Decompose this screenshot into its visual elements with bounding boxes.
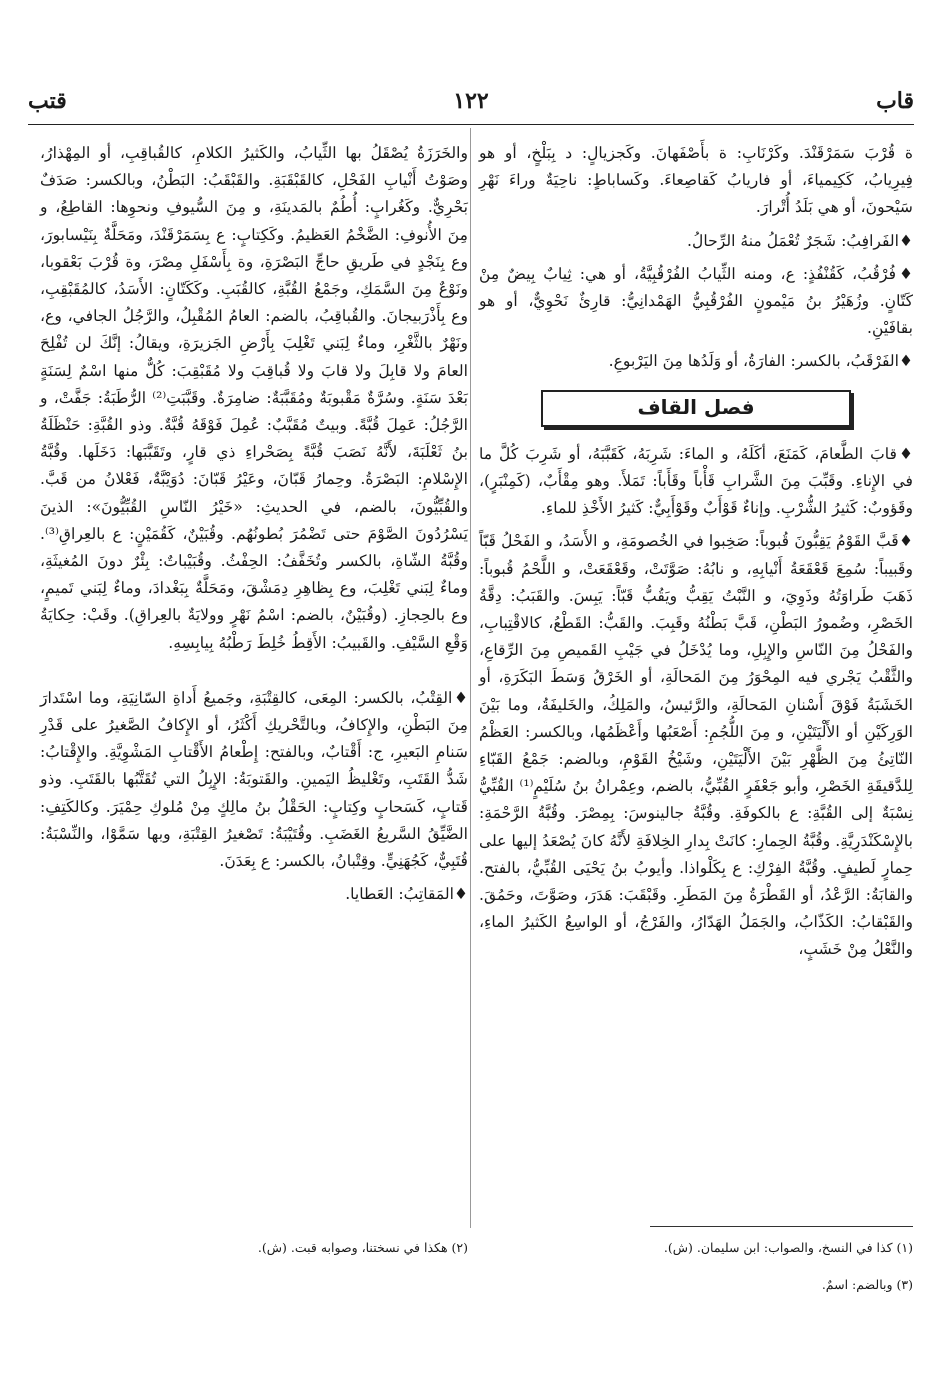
entry-paragraph: ♦المَقاتِبُ: العَطايا.: [345, 885, 468, 904]
entry-paragraph: ة قُرْبَ سَمَرْقَنْدَ. وكَرْنَابِ: ة بأَصْفَهانَ. وكَجزيالٍ: د بِبَلْخٍ، أو هو فِيرِيابُ، كَكِيمياءَ، أو فاريابُ كَقاصِعاءَ. وكَساباطٍ: ناحِيَةٌ وراءَ نَهْرِ سَيْحونَ، أو هي بَلَدُ أُتْرارَ.: [479, 144, 913, 217]
footnote-1: (١) كذا في النسخ، والصواب: ابن سليمان. (ش).: [663, 1240, 913, 1255]
column-separator: [470, 128, 471, 1228]
entry-paragraph: ♦القِتْبُ، بالكسر: المِعَى، كالقِتْبَةِ، وجَميعُ أَداةِ السّانِيَةِ، وما اسْتَدارَ مِنَ البَطْنِ، والإِكافُ، وبالتَّحْريكِ أَكْثَرُ، أو الإِكافُ الصَّغيرُ على قَدْرِ سَنامِ البَعيرِ، ج: أَقْتابٌ، وبالفتح: إِطْعامُ الأَقْتابِ المَشْوِيَّةِ. والإِقْتابُ: شَدُّ القَتَبِ، وتَغْليظُ اليَمينِ. والقَتوبَةُ: الإِبِلُ التي تُقَتَّبُها بالقَتَبِ. وذو قَتابٍ، كَسَحابٍ وكِتابٍ: الحَقْلُ بنُ مالِكٍ مِنْ مُلوكِ حِمْيَرَ. وكالكَتِفِ: الضَّيِّقُ السَّريعُ الغَضَبِ. وقُتَيْبَةُ: تَصْغيرُ القِتْبَةِ، وبها سَمَّوْا، والنِّسْبَةُ: قُتَبِيٌّ، كَجُهَنِيٍّ. وقِتْبانُ، بالكسر: ع بِعَدَنَ.: [40, 688, 468, 871]
running-head-left: قتب: [28, 88, 67, 114]
page-number: ١٢٢: [453, 88, 489, 114]
entry-paragraph: ♦فُرْقُبُ، كَقُنْفُذٍ: ع، ومنه الثِّيابُ الفُرْقُبِيَّةُ، أو هي: ثِيابٌ بِيضٌ مِنْ كَتّانٍ. وزُهَيْرُ بنُ مَيْمونٍ الفُرْقُبِيُّ الهَمْدانِيُّ: قارِئٌ نَحْوِيٌّ، أو هو بقافَيْنِ.: [479, 264, 913, 338]
entry-gap: [40, 663, 468, 685]
running-head-right: قاب: [876, 88, 914, 114]
entry-paragraph: والخَرَزَةُ يُصْقَلُ بها الثِّيابُ، والكَثيرُ الكلامِ، كالقُباقِبِ، أو المِهْذارُ، وصَوْتُ أَنْيابِ الفَحْلِ، كالقَبْقَبَةِ. والقَبْقَبُ: البَطْنُ، وبالكسر: صَدَفٌ بَحْرِيٌّ. وكَغُرابٍ: أُطُمٌ بالمَدينَةِ، و مِنَ السُّيوفِ ونحوِها: القاطِعُ، و مِنَ الأُنوفِ: الضَّخْمُ العَظيمُ. وكَكِتابٍ: ع بِسَمَرْقَنْدَ، ومَحَلَّةٌ بِنَيْسابورَ، وع بِنَجْدٍ في طَريقِ حاجِّ البَصْرَةِ، وة بِأَسْفَلِ مِصْرَ، وة قُرْبَ بَعْقوبا، ونَوْعٌ مِنَ السَّمَكِ، وجَمْعُ القُبَّةِ، كالقُبَبِ. وكَكَتّانٍ: الأَسَدُ، كالمُقَبْقِبِ، وع بِأَذْرَبيجانَ. والقُباقِبُ، بالضم: العامُ المُقْبِلُ، والرَّجُلُ الجافي، وع، ونَهْرٌ بالثَّغْرِ، وماءٌ لِبَني تَغْلِبَ بِأَرْضِ الجَزيرَةِ، ويقالُ: إنَّكَ لن تُفْلِحَ العامَ ولا قابِلَ ولا قابَ ولا قُباقِبَ ولا مُقَبْقِبَ: كُلٌّ منها اسْمٌ لِسَنَةٍ بَعْدَ سَنَةٍ. وسُرَّةٌ مَقْبوبَةٌ ومُقَبَّبَةٌ: ضامِرَةٌ. وقَبَّبَتِ⁽²⁾ الرُّطَبَةُ: جَفَّتْ، و الرَّجُلُ: عَمِلَ قُبَّةً. وبيتٌ مُقَبَّبٌ: عُمِلَ فَوْقَهُ قُبَّةٌ. وذو القُبَّةِ: حَنْظَلَةُ بنُ ثَعْلَبَةَ، لأَنَّهُ نَصَبَ قُبَّةً بِصَحْراءِ ذي قارٍ، وتَقَبَّبَها: دَخَلَها. وقُبَّةُ الإِسْلامِ: البَصْرَةُ. وحِمارُ قَبّانَ، وعَيْرُ قَبّانَ: دُوَيْبَّةٌ، فَعْلانُ من قَبَّ. والقُبِّيُّونَ، بالضم، في الحديثِ: «خَيْرُ النّاسِ القُبِّيُّونَ»: الذينَ يَسْرُدُونَ الصَّوْمَ حتى تَضْمُرَ بُطونُهُم. وقُبَيْنٌ، كَقُمَيْنٍ: ع بالعِراقِ⁽³⁾. وقُبَّةُ الشّاةِ، بالكسر وتُخَفَّفُ: الحِفْثُ. وقُبَيْباتٌ: بِئْرٌ دونَ المُغيثَةِ، وماءٌ لِبَني تَغْلِبَ، وع بِظاهِرِ دِمَشْقَ، ومَحَلَّةٌ بِبَغْدادَ، وماءٌ لِبَني تَميمٍ، وع بالحِجازِ. (وقُبَيْنٌ، بالضم: اسْمُ نَهْرٍ وولايَةٌ بالعِراقِ). وقَبْ: حِكايَةُ وَقْعِ السَّيْفِ. والقَبيبُ: الأَقِطُ خُلِطَ رَطْبُهُ بِيابِسِهِ.: [40, 144, 468, 652]
page-header: [28, 88, 914, 122]
footnote-rule: [650, 1226, 913, 1227]
entry-paragraph: ♦قَبَّ القَوْمُ يَقِبُّونَ قُبوباً: صَخِبوا في الخُصومَةِ، و الأَسَدُ، و الفَحْلُ قَبّاً وقَبيباً: سُمِعَ قَعْقَعَةُ أَنْيابِهِ، و نابُهُ: صَوَّتَتْ، وقَعْقَعَتْ، و اللَّحْمُ قُبوباً: ذَهَبَ طَراوَتُهُ وذَوِيَ، و النَّبْتُ يَقِبُّ ويَقُبُّ قَبّاً: يَبِسَ. والقَبَبُ: دِقَّةُ الخَصْرِ، وضُمورُ البَطْنِ، قَبَّ بَطْنُهُ وقَبِبَ. والقَبُّ: القَطْعُ، كالاقْتِبابِ، والفَحْلُ مِنَ النّاسِ والإِبِلِ، وما يُدْخَلُ في جَيْبِ القَميصِ مِنَ الرِّقاعِ، والثَّقْبُ يَجْري فيه المِحْوَرُ مِنَ المَحالَةِ، أو الخَرْقُ وَسَطَ البَكَرَةِ، أو الخَشَبَةُ فَوْقَ أَسْنانِ المَحالَةِ، والرَّئيسُ، والمَلِكُ، والخَليفَةُ، وما بَيْنَ الوَرِكَيْنِ أو الأَلْيَتَيْنِ، و مِنَ اللُّجُمِ: أَصْعَبُها وأَعْظَمُها، وبالكسر: العَظْمُ النّاتِئُ مِنَ الظَّهْرِ بَيْنَ الأَلْيَتَيْنِ، وشَيْخُ القَوْمِ، وبالضم: جَمْعُ القَبّاءِ لِلدَّقيقَةِ الخَصْرِ، وأبو جَعْفَرٍ القُبِّيُّ، بالضم، وعِمْرانُ بنُ سُلَيْمٍ⁽¹⁾ القُبِّيُّ نِسْبَةٌ إلى القُبَّةِ: ع بالكوفَةِ. وقُبَّةُ جالينوسَ: بِمِصْرَ. وقُبَّةُ الرَّحْمَةِ: بالإِسْكَنْدَرِيَّةِ. وقُبَّةُ الحِمارِ: كانَتْ بِدارِ الخِلافَةِ لأَنَّهُ كانَ يُصْعَدُ إليها على حِمارٍ لَطيفٍ. وقُبَّةُ الفِرْكِ: ع بِكَلْواذا. وأيوبُ بنُ يَحْيَى القُبِّيُّ، بالفتح. والقابَةُ: الرَّعْدُ، أو القَطْرَةُ مِنَ المَطَرِ. وقَبْقَبَ: هَدَرَ، وصَوَّتَ، وحَمُقَ. والقَبْقابُ: الكَذّابُ، والجَمَلُ الهَدّارُ، والفَرْجُ، أو الواسِعُ الكَثيرُ الماءِ، والنَّعْلُ مِنْ خَشَبٍ،: [479, 532, 913, 959]
entry-paragraph: ♦الفَرْقَبُ، بالكسر: الفارَةُ، أو وَلَدُها مِنَ اليَرْبوعِ.: [608, 352, 913, 371]
right-column: [479, 140, 913, 970]
left-column: [40, 140, 468, 914]
entry-paragraph: ♦الفَرافِبُ: شَجَرٌ تُعْمَلُ منهُ الرِّحالُ.: [687, 231, 913, 250]
section-heading: فصل القاف: [541, 390, 851, 427]
entry-paragraph: ♦قابَ الطَّعامَ، كَمَنَعَ، أكَلَهُ، و الماءَ: شَرِبَهُ، كَقَبَّبَهُ، أو شَرِبَ كُلَّ ما في الإِناءِ. وقَبِّبَ مِنَ الشَّرابِ قَأْباً وقَأَباً: تَمَلأَ. وهو مِقْأَبٌ، (كَمِنْبَرٍ)، وقَؤوبٌ: كَثيرُ الشُّرْبِ. وإناءٌ قَوْأَبٌ وقَوْأَبِيٌّ: كَثيرُ الأَخْذِ للماءِ.: [479, 444, 913, 518]
header-rule: [28, 124, 914, 125]
footnote-3: (٣) وبالضم: اسمٌ.: [821, 1277, 913, 1292]
footnote-2: (٢) هكذا في نسختنا، وصوابه قبت. (ش).: [257, 1240, 468, 1255]
